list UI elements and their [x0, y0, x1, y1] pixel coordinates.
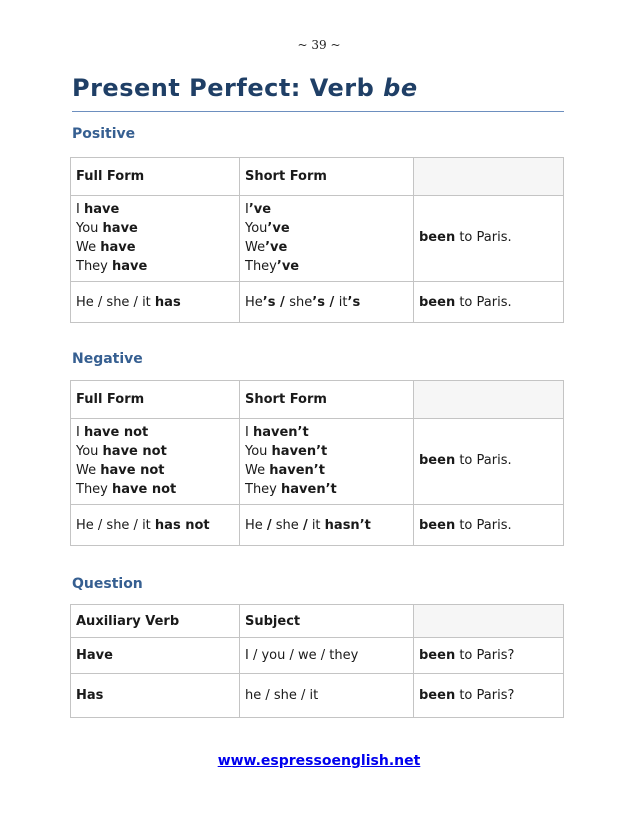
- full-form-line: We have not: [76, 462, 165, 478]
- short-form-line: We’ve: [245, 239, 288, 255]
- full-form-cell: [71, 419, 240, 505]
- short-form-cell: He’s / she’s / it’s: [240, 282, 414, 323]
- table-row: [71, 638, 564, 674]
- positive-heading: Positive: [72, 126, 136, 142]
- full-form-line: They have: [76, 258, 148, 274]
- website-link[interactable]: www.espressoenglish.net: [217, 753, 421, 769]
- header-cell-full-form: Full Form: [71, 158, 240, 196]
- title-main: Present Perfect: Verb: [72, 74, 375, 102]
- short-form-line: I’ve: [245, 201, 272, 217]
- short-form-cell: He / she / it hasn’t: [240, 505, 414, 546]
- table-row: [71, 674, 564, 718]
- full-form-cell: He / she / it has: [71, 282, 240, 323]
- table-row: [71, 419, 564, 505]
- header-cell-short-form: Short Form: [240, 381, 414, 419]
- full-form-cell: [71, 196, 240, 282]
- header-cell-auxiliary-verb: Auxiliary Verb: [71, 605, 240, 638]
- short-form-line: They’ve: [245, 258, 300, 274]
- full-form-line: I have: [76, 201, 120, 217]
- title-divider: [72, 111, 564, 112]
- header-cell-short-form: Short Form: [240, 158, 414, 196]
- full-form-line: You have not: [76, 443, 167, 459]
- table-row: [71, 196, 564, 282]
- table-header-row: [71, 605, 564, 638]
- subject-cell: he / she / it: [240, 674, 414, 718]
- short-form-line: You haven’t: [245, 443, 328, 459]
- auxiliary-cell: Has: [71, 674, 240, 718]
- header-cell-full-form: Full Form: [71, 381, 240, 419]
- completion-cell: been to Paris.: [414, 282, 564, 323]
- question-table: [70, 604, 564, 718]
- completion-cell: been to Paris?: [414, 674, 564, 718]
- page-title: [72, 74, 418, 102]
- table-row: [71, 505, 564, 546]
- short-form-line: We haven’t: [245, 462, 325, 478]
- table-row: [71, 282, 564, 323]
- header-cell-empty: [414, 605, 564, 638]
- positive-table: [70, 157, 564, 323]
- page-number: ~ 39 ~: [297, 38, 341, 52]
- full-form-line: They have not: [76, 481, 177, 497]
- completion-cell: been to Paris?: [414, 638, 564, 674]
- subject-cell: I / you / we / they: [240, 638, 414, 674]
- full-form-cell: He / she / it has not: [71, 505, 240, 546]
- completion-cell: been to Paris.: [414, 419, 564, 505]
- completion-cell: been to Paris.: [414, 505, 564, 546]
- short-form-cell: [240, 419, 414, 505]
- short-form-line: I haven’t: [245, 424, 309, 440]
- full-form-line: You have: [76, 220, 138, 236]
- header-cell-subject: Subject: [240, 605, 414, 638]
- table-header-row: [71, 158, 564, 196]
- title-italic: be: [383, 74, 418, 102]
- full-form-line: We have: [76, 239, 136, 255]
- question-heading: Question: [72, 576, 143, 592]
- completion-cell: been to Paris.: [414, 196, 564, 282]
- auxiliary-cell: Have: [71, 638, 240, 674]
- table-header-row: [71, 381, 564, 419]
- header-cell-empty: [414, 381, 564, 419]
- short-form-line: They haven’t: [245, 481, 337, 497]
- full-form-line: I have not: [76, 424, 149, 440]
- short-form-line: You’ve: [245, 220, 290, 236]
- negative-heading: Negative: [72, 351, 143, 367]
- header-cell-empty: [414, 158, 564, 196]
- short-form-cell: [240, 196, 414, 282]
- negative-table: [70, 380, 564, 546]
